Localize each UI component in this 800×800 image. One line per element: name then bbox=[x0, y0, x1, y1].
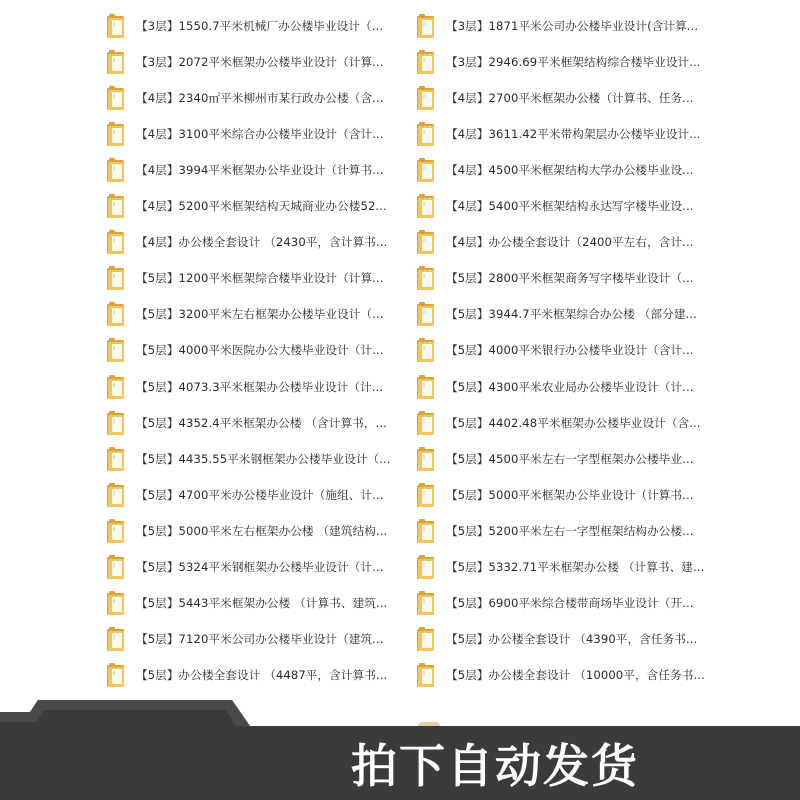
file-item[interactable] bbox=[106, 369, 396, 405]
file-name: 【4层】4500平米框架结构大学办公楼毕业设... bbox=[446, 163, 694, 178]
file-item[interactable] bbox=[106, 332, 396, 368]
file-item[interactable] bbox=[106, 621, 396, 657]
file-item[interactable] bbox=[106, 260, 396, 296]
file-item[interactable] bbox=[416, 296, 706, 332]
folder-icon bbox=[416, 265, 436, 291]
file-item[interactable] bbox=[416, 260, 706, 296]
folder-icon bbox=[416, 121, 436, 147]
file-item[interactable] bbox=[106, 441, 396, 477]
folder-icon bbox=[106, 13, 126, 39]
file-item[interactable] bbox=[416, 405, 706, 441]
file-name: 【5层】1200平米框架综合楼毕业设计（计算... bbox=[136, 271, 384, 286]
banner-text: 拍下自动发货 bbox=[351, 739, 639, 793]
file-name: 【5层】5443平米框架办公楼 （计算书、建筑... bbox=[136, 595, 388, 610]
file-name: 【4层】3100平米综合办公楼毕业设计（含计... bbox=[136, 127, 384, 142]
file-item[interactable] bbox=[416, 80, 706, 116]
file-name: 【5层】4700平米办公楼毕业设计（施组、计... bbox=[136, 487, 384, 502]
file-item[interactable] bbox=[106, 513, 396, 549]
file-name: 【4层】办公楼全套设计 （2430平，含计算书... bbox=[136, 235, 388, 250]
folder-icon bbox=[106, 374, 126, 400]
file-item[interactable] bbox=[416, 332, 706, 368]
file-name: 【5层】6900平米综合楼带商场毕业设计（开... bbox=[446, 595, 694, 610]
folder-icon bbox=[106, 554, 126, 580]
file-item[interactable] bbox=[416, 8, 706, 44]
folder-icon bbox=[106, 265, 126, 291]
folder-icon bbox=[416, 482, 436, 508]
file-name: 【5层】办公楼全套设计 （4487平，含计算书... bbox=[136, 667, 388, 682]
folder-icon bbox=[416, 446, 436, 472]
folder-icon bbox=[106, 337, 126, 363]
file-name: 【4层】3611.42平米带构架层办公楼毕业设计... bbox=[446, 127, 701, 142]
file-name: 【5层】4352.4平米框架办公楼 （含计算书，... bbox=[136, 415, 387, 430]
file-item[interactable] bbox=[106, 152, 396, 188]
file-item[interactable] bbox=[106, 44, 396, 80]
folder-icon bbox=[416, 374, 436, 400]
file-item[interactable] bbox=[106, 116, 396, 152]
file-name: 【3层】1871平米公司办公楼毕业设计(含计算... bbox=[446, 19, 699, 33]
file-name: 【4层】办公楼全套设计（2400平左右，含计... bbox=[446, 235, 694, 250]
file-item[interactable] bbox=[416, 513, 706, 549]
file-name: 【5层】5200平米左右一字型框架结构办公楼... bbox=[446, 523, 694, 538]
folder-icon bbox=[106, 85, 126, 111]
file-item[interactable] bbox=[106, 657, 396, 693]
folder-icon bbox=[416, 85, 436, 111]
file-item[interactable] bbox=[106, 405, 396, 441]
file-name: 【5层】5000平米框架办公毕业设计（计算书... bbox=[446, 487, 694, 502]
folder-icon bbox=[416, 662, 436, 688]
folder-icon bbox=[416, 410, 436, 436]
file-item[interactable] bbox=[416, 369, 706, 405]
file-name: 【4层】2340㎡平米柳州市某行政办公楼（含... bbox=[136, 91, 384, 106]
file-name: 【4层】5400平米框架结构永达写字楼毕业设... bbox=[446, 199, 694, 214]
file-name: 【5层】4402.48平米框架办公楼毕业设计（含... bbox=[446, 415, 701, 430]
file-name: 【4层】5200平米框架结构天城商业办公楼52... bbox=[136, 199, 387, 214]
file-item[interactable] bbox=[106, 224, 396, 260]
file-name: 【5层】3200平米左右框架办公楼毕业设计（... bbox=[136, 307, 384, 322]
folder-icon bbox=[106, 301, 126, 327]
file-item[interactable] bbox=[416, 116, 706, 152]
folder-icon bbox=[106, 193, 126, 219]
file-name: 【5层】4000平米医院办公大楼毕业设计（计... bbox=[136, 343, 384, 358]
file-item[interactable] bbox=[106, 188, 396, 224]
file-item[interactable] bbox=[416, 621, 706, 657]
folder-icon bbox=[106, 49, 126, 75]
promo-banner bbox=[0, 700, 800, 800]
folder-icon bbox=[416, 301, 436, 327]
folder-icon bbox=[416, 626, 436, 652]
file-name: 【5层】4000平米银行办公楼毕业设计（含计... bbox=[446, 343, 694, 358]
folder-icon bbox=[416, 590, 436, 616]
file-item[interactable] bbox=[106, 80, 396, 116]
folder-icon bbox=[416, 337, 436, 363]
file-item[interactable] bbox=[416, 188, 706, 224]
file-name: 【5层】4300平米农业局办公楼毕业设计（计... bbox=[446, 379, 694, 394]
file-name: 【5层】4073.3平米框架办公楼毕业设计（计... bbox=[136, 379, 384, 394]
file-item[interactable] bbox=[106, 8, 396, 44]
file-name: 【4层】3994平米框架办公毕业设计（计算书... bbox=[136, 163, 384, 178]
file-item[interactable] bbox=[416, 44, 706, 80]
folder-icon bbox=[416, 157, 436, 183]
file-item[interactable] bbox=[416, 224, 706, 260]
file-item[interactable] bbox=[106, 549, 396, 585]
folder-icon bbox=[416, 49, 436, 75]
file-name: 【5层】5332.71平米框架办公楼 （计算书、建... bbox=[446, 559, 705, 574]
folder-icon bbox=[416, 13, 436, 39]
file-name: 【5层】2800平米框架商务写字楼毕业设计（... bbox=[446, 271, 694, 286]
folder-icon bbox=[106, 590, 126, 616]
file-name: 【5层】5000平米左右框架办公楼 （建筑结构... bbox=[136, 523, 388, 538]
folder-icon bbox=[106, 229, 126, 255]
folder-icon bbox=[106, 626, 126, 652]
file-item[interactable] bbox=[106, 585, 396, 621]
file-name: 【5层】办公楼全套设计 （4390平，含任务书... bbox=[446, 631, 698, 646]
file-item[interactable] bbox=[416, 477, 706, 513]
file-name: 【5层】4435.55平米钢框架办公楼毕业设计（... bbox=[136, 451, 391, 466]
file-name: 【3层】2072平米框架办公楼毕业设计（计算... bbox=[136, 55, 384, 70]
folder-icon bbox=[416, 229, 436, 255]
folder-icon bbox=[106, 518, 126, 544]
folder-icon bbox=[416, 193, 436, 219]
file-name: 【5层】4500平米左右一字型框架办公楼毕业... bbox=[446, 451, 694, 466]
file-item[interactable] bbox=[106, 477, 396, 513]
folder-icon bbox=[106, 446, 126, 472]
file-name: 【4层】2700平米框架办公楼（计算书、任务... bbox=[446, 91, 694, 106]
file-name: 【5层】5324平米钢框架办公楼毕业设计（计... bbox=[136, 559, 384, 574]
folder-icon bbox=[106, 121, 126, 147]
file-item[interactable] bbox=[416, 657, 706, 693]
file-item[interactable] bbox=[416, 585, 706, 621]
file-name: 【5层】3944.7平米框架综合办公楼 （部分建... bbox=[446, 307, 697, 322]
file-item[interactable] bbox=[106, 296, 396, 332]
folder-icon bbox=[416, 554, 436, 580]
folder-icon bbox=[106, 482, 126, 508]
file-name: 【3层】2946.69平米框架结构综合楼毕业设计... bbox=[446, 55, 701, 70]
file-item[interactable] bbox=[416, 441, 706, 477]
file-name: 【5层】办公楼全套设计 （10000平，含任务书... bbox=[446, 667, 705, 682]
folder-icon bbox=[416, 518, 436, 544]
file-item[interactable] bbox=[416, 549, 706, 585]
file-name: 【5层】7120平米公司办公楼毕业设计（建筑... bbox=[136, 631, 384, 646]
folder-icon bbox=[106, 157, 126, 183]
file-item[interactable] bbox=[416, 152, 706, 188]
folder-icon bbox=[106, 662, 126, 688]
file-name: 【3层】1550.7平米机械厂办公楼毕业设计（... bbox=[136, 19, 384, 33]
folder-icon bbox=[106, 410, 126, 436]
